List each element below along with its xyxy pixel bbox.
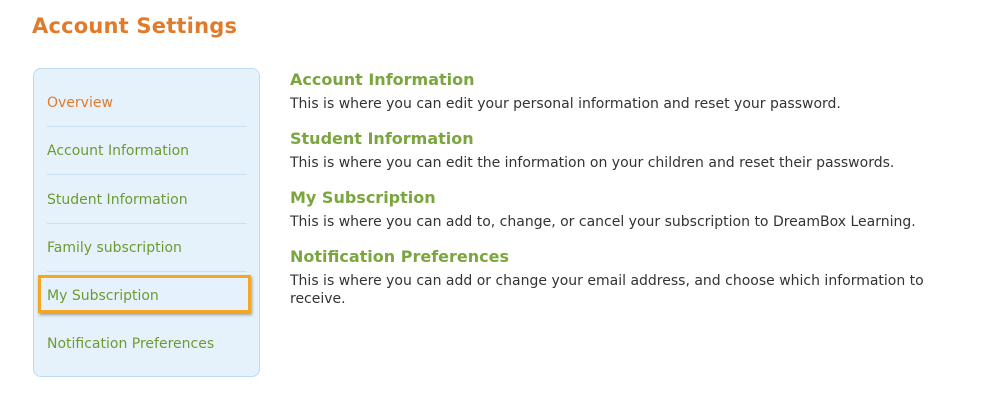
section-title-link[interactable]: Account Information [290,70,475,89]
sidebar-item-account-information[interactable]: Account Information [47,127,247,175]
main-content [290,70,980,306]
section-title-link[interactable]: Notification Preferences [290,247,510,266]
sidebar-item-family-subscription[interactable]: Family subscription [47,224,247,272]
section-description: This is where you can edit the information on your children and reset their passwords. [290,155,895,171]
section-description: This is where you can add to, change, or cancel your subscription to DreamBox Learning. [290,214,916,230]
section-title-link[interactable]: Student Information [290,129,474,148]
page-title: Account Settings [32,14,238,38]
section-student-information [290,129,980,188]
section-title-link[interactable]: My Subscription [290,188,436,207]
sidebar-item-my-subscription[interactable]: My Subscription [47,288,159,304]
sidebar-nav [33,68,260,377]
sidebar-item-student-information[interactable]: Student Information [47,176,247,224]
section-account-information [290,70,980,129]
section-notification-preferences [290,247,980,306]
section-my-subscription [290,188,980,247]
section-description: This is where you can add or change your email address, and choose which information to receive. [290,273,924,307]
section-description: This is where you can edit your personal information and reset your password. [290,96,841,112]
sidebar-item-notification-preferences[interactable]: Notification Preferences [47,336,215,352]
sidebar-item-overview[interactable]: Overview [47,79,247,127]
